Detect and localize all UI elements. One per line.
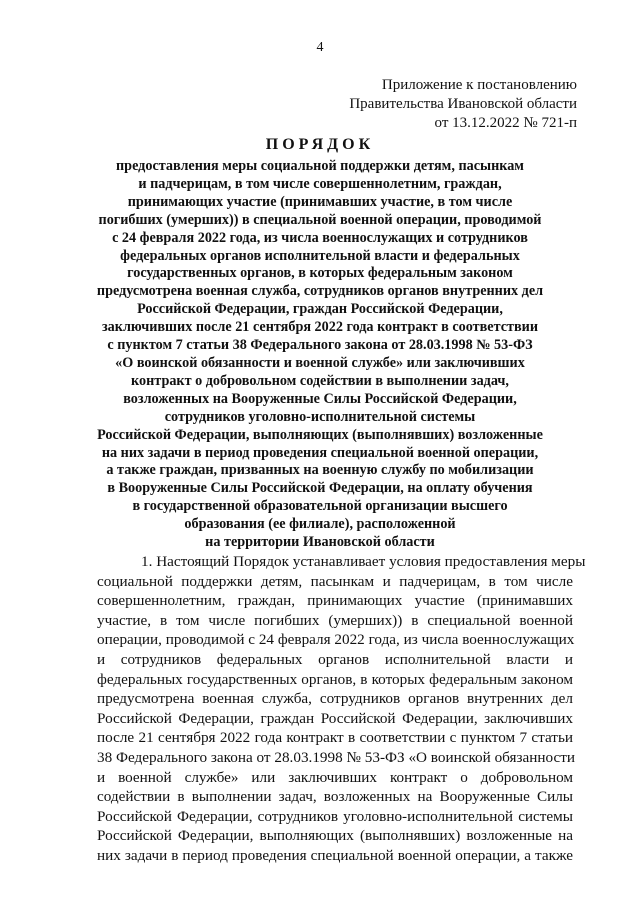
document-title: ПОРЯДОК: [265, 136, 375, 153]
body-line: них задачи в период проведения специальной военной операции, а также: [97, 846, 573, 864]
heading-line: контракт о добровольном содействии в выполнении задач,: [131, 372, 509, 389]
appendix-block: [349, 76, 577, 133]
body-line: социальной поддержки детям, пасынкам и падчерицам, в том числе: [97, 572, 573, 590]
heading-line: на них задачи в период проведения специальной военной операции,: [101, 444, 539, 461]
body-line: совершеннолетним, граждан, принимающих участие (принимавших: [97, 592, 573, 610]
appendix-line: Правительства Ивановской области: [349, 96, 577, 112]
body-line: после 21 сентября 2022 года контракт в соответствии с пунктом 7 статьи: [97, 729, 573, 747]
heading-line: сотрудников уголовно-исполнительной системы: [164, 408, 476, 425]
heading-line: погибших (умерших)) в специальной военной операции, проводимой: [98, 211, 542, 228]
document-heading: [80, 158, 560, 552]
heading-line: а также граждан, призванных на военную службу по мобилизации: [106, 462, 534, 479]
heading-line: с пунктом 7 статьи 38 Федерального закона от 28.03.1998 № 53-ФЗ: [107, 337, 533, 354]
body-line: Российской Федерации, граждан Российской Федерации, заключивших: [97, 709, 573, 727]
body-line: 1. Настоящий Порядок устанавливает условия предоставления меры: [141, 553, 586, 570]
body-line: Российской Федерации, выполняющих (выполнявших) возложенные на: [97, 827, 573, 845]
heading-line: федеральных органов исполнительной власти и федеральных: [120, 247, 520, 264]
body-paragraph: [97, 552, 586, 866]
heading-line: возложенных на Вооруженные Силы Российской Федерации,: [123, 390, 517, 407]
body-line: 38 Федерального закона от 28.03.1998 № 53-ФЗ «О воинской обязанности: [97, 748, 575, 766]
heading-line: предусмотрена военная служба, сотрудников органов внутренних дел: [96, 283, 544, 300]
appendix-line: от 13.12.2022 № 721-п: [434, 115, 577, 131]
heading-line: предоставления меры социальной поддержки детям, пасынкам: [116, 158, 524, 174]
body-line: операции, проводимой с 24 февраля 2022 года, из числа военнослужащих: [97, 631, 575, 649]
appendix-line: Приложение к постановлению: [381, 77, 577, 93]
heading-line: принимающих участие (принимавших участие, в том числе: [127, 193, 513, 210]
heading-line: с 24 февраля 2022 года, из числа военнослужащих и сотрудников: [112, 229, 528, 246]
body-line: предусмотрена военная служба, сотрудников органов внутренних дел: [97, 690, 573, 708]
body-line: и военной службе» или заключивших контракт о добровольном: [97, 768, 573, 786]
body-line: Российской Федерации, сотрудников уголовно-исполнительной системы: [97, 807, 573, 825]
heading-line: и падчерицам, в том числе совершеннолетним, граждан,: [138, 175, 502, 192]
heading-line: Российской Федерации, граждан Российской Федерации,: [137, 301, 503, 318]
body-line: и сотрудников федеральных органов исполнительной власти и: [97, 650, 573, 668]
body-line: содействии в выполнении задач, возложенных на Вооруженные Силы: [97, 788, 573, 806]
body-line: федеральных государственных органов, в которых федеральным законом: [97, 670, 573, 688]
heading-line: государственных органов, в которых федеральным законом: [127, 265, 513, 282]
body-line: участие, в том числе погибших (умерших)) в специальной военной: [97, 611, 573, 629]
heading-line: Российской Федерации, выполняющих (выполнявших) возложенные: [97, 426, 543, 443]
heading-line: «О воинской обязанности и военной службе» или заключивших: [115, 354, 525, 371]
heading-line: в Вооруженные Силы Российской Федерации, на оплату обучения: [107, 480, 533, 497]
heading-line: на территории Ивановской области: [205, 534, 435, 551]
heading-line: образования (ее филиале), расположенной: [184, 516, 456, 533]
page-number: 4: [316, 40, 324, 55]
heading-line: заключивших после 21 сентября 2022 года контракт в соответствии: [101, 319, 538, 336]
heading-line: в государственной образовательной организации высшего: [132, 498, 508, 515]
